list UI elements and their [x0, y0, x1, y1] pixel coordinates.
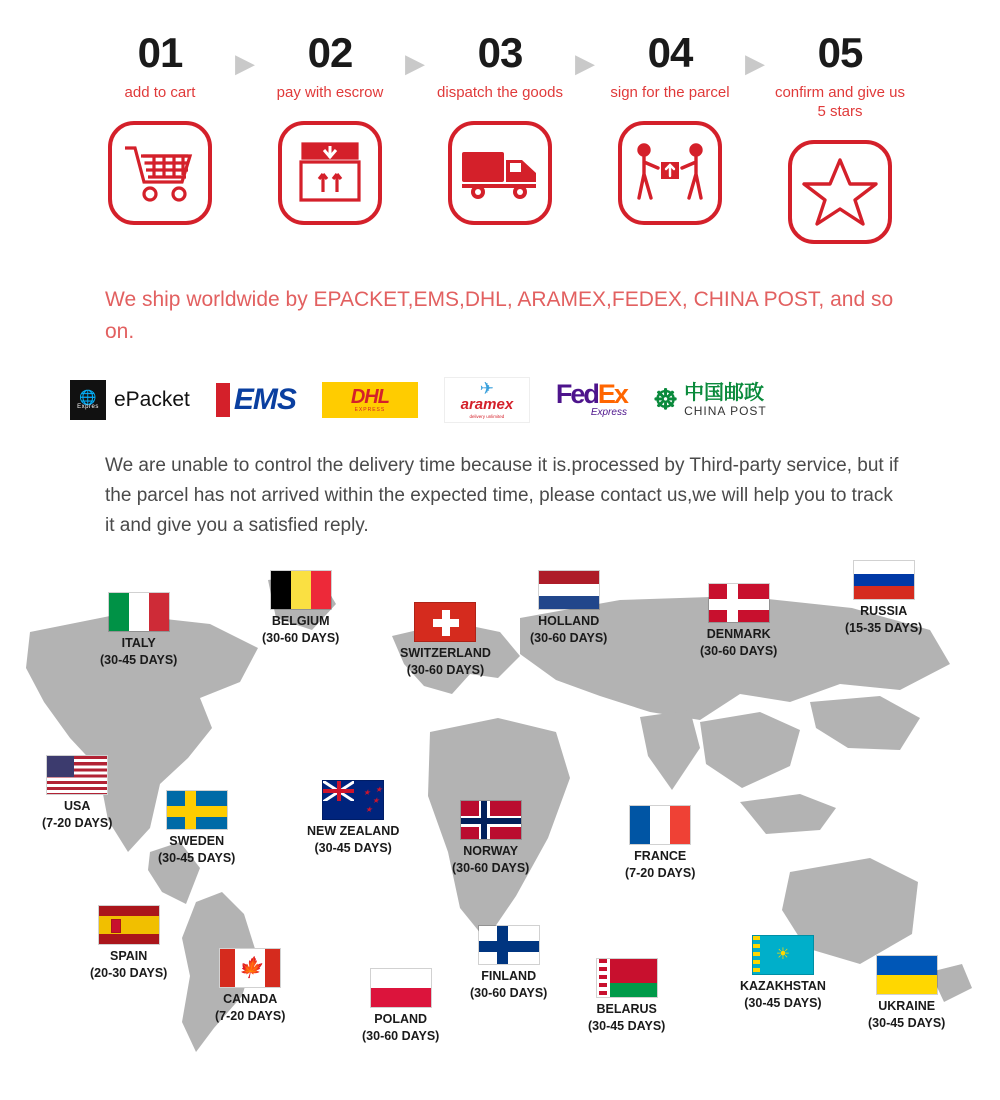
aramex-sublabel: delivery unlimited — [469, 413, 505, 419]
delivery-time-disclaimer: We are unable to control the delivery time because it is.processed by Third-party service, but if the parcel has not arrived within the expected time, please contact us,we will help you to track it and give you a satisfied reply. — [105, 454, 899, 537]
country-pin-spain — [90, 905, 167, 980]
country-pin-poland — [362, 968, 439, 1043]
flag-spain-icon — [98, 905, 160, 945]
country-delivery-days: (30-60 DAYS) — [530, 631, 608, 645]
step-number: 01 — [137, 29, 183, 76]
flag-italy-icon — [108, 592, 170, 632]
aramex-label: aramex — [460, 396, 514, 414]
world-map — [0, 552, 1000, 1082]
country-pin-new-zealand — [307, 780, 399, 855]
country-delivery-days: (30-60 DAYS) — [262, 631, 340, 645]
country-delivery-days: (7-20 DAYS) — [215, 1009, 286, 1023]
flag-russia-icon — [853, 560, 915, 600]
country-delivery-days: (7-20 DAYS) — [625, 866, 696, 880]
country-pin-usa — [42, 755, 112, 830]
country-name: UKRAINE — [878, 999, 936, 1013]
flag-sweden-icon — [166, 790, 228, 830]
country-name: NEW ZEALAND — [307, 824, 400, 838]
order-steps — [0, 0, 1000, 244]
step-arrow-icon: ▶ — [405, 48, 425, 78]
flag-ukraine-icon — [876, 955, 938, 995]
step-03 — [432, 29, 568, 225]
flag-poland-icon — [370, 968, 432, 1008]
country-pin-italy — [100, 592, 177, 667]
country-name: DENMARK — [706, 627, 771, 641]
flag-switzerland-icon — [414, 602, 476, 642]
country-name: SWEDEN — [169, 834, 225, 848]
country-delivery-days: (30-60 DAYS) — [452, 861, 530, 875]
epacket-label: ePacket — [114, 387, 190, 411]
dhl-label: DHL — [350, 385, 389, 408]
country-pin-switzerland — [400, 602, 491, 677]
country-name: USA — [64, 799, 91, 813]
china-post-label-en: CHINA POST — [684, 403, 767, 418]
step-arrow-icon: ▶ — [745, 48, 765, 78]
step-number: 02 — [307, 29, 353, 76]
step-number: 04 — [647, 29, 693, 76]
country-name: FRANCE — [634, 849, 687, 863]
country-name: BELARUS — [596, 1002, 657, 1016]
dhl-logo — [322, 382, 418, 418]
step-05 — [772, 29, 908, 244]
country-name: NORWAY — [463, 844, 519, 858]
country-delivery-days: (30-60 DAYS) — [362, 1029, 440, 1043]
flag-finland-icon — [478, 925, 540, 965]
country-name: ITALY — [121, 636, 156, 650]
country-pin-finland — [470, 925, 547, 1000]
country-pin-sweden — [158, 790, 235, 865]
country-pin-ukraine — [868, 955, 945, 1030]
country-delivery-days: (30-45 DAYS) — [744, 996, 822, 1010]
shopping-cart-icon — [108, 121, 212, 225]
country-name: BELGIUM — [271, 614, 330, 628]
package-download-icon — [278, 121, 382, 225]
epacket-badge-icon: 🌐 Expres — [70, 380, 106, 420]
country-pin-norway — [452, 800, 529, 875]
flag-france-icon — [629, 805, 691, 845]
delivery-truck-icon — [448, 121, 552, 225]
step-label: confirm and give us 5 stars — [774, 84, 906, 120]
country-delivery-days: (30-45 DAYS) — [100, 653, 178, 667]
country-delivery-days: (20-30 DAYS) — [90, 966, 168, 980]
country-name: SPAIN — [110, 949, 148, 963]
country-delivery-days: (30-60 DAYS) — [406, 663, 485, 677]
step-label: pay with escrow — [276, 84, 384, 101]
country-name: POLAND — [374, 1012, 428, 1026]
country-delivery-days: (15-35 DAYS) — [845, 621, 923, 635]
country-pin-belarus — [588, 958, 665, 1033]
flag-usa-icon — [46, 755, 108, 795]
country-pin-kazakhstan — [740, 935, 826, 1010]
country-name: RUSSIA — [860, 604, 908, 618]
country-delivery-days: (30-45 DAYS) — [314, 841, 392, 855]
star-icon — [788, 140, 892, 244]
handover-parcel-icon — [618, 121, 722, 225]
china-post-logo — [653, 382, 767, 418]
country-name: KAZAKHSTAN — [740, 979, 826, 993]
step-number: 03 — [477, 29, 523, 76]
step-arrow-icon: ▶ — [235, 48, 255, 78]
flag-belarus-icon — [596, 958, 658, 998]
fedex-sublabel: Express — [590, 407, 627, 419]
shipping-carriers-sentence: We ship worldwide by EPACKET,EMS,DHL, ARAMEX,FEDEX, CHINA POST, and so on. — [105, 287, 894, 344]
fedex-logo — [556, 381, 627, 418]
flag-new-zealand-icon: ★ ★ ★ ★ — [322, 780, 384, 820]
aramex-logo — [444, 377, 530, 423]
country-pin-denmark — [700, 583, 777, 658]
flag-canada-icon: 🍁 — [219, 948, 281, 988]
step-01 — [92, 29, 228, 225]
epacket-logo — [70, 380, 190, 420]
country-name: CANADA — [223, 992, 278, 1006]
country-delivery-days: (30-45 DAYS) — [158, 851, 236, 865]
country-name: SWITZERLAND — [400, 646, 491, 660]
country-pin-russia — [845, 560, 922, 635]
country-delivery-days: (30-60 DAYS) — [470, 986, 548, 1000]
country-name: FINLAND — [481, 969, 537, 983]
country-delivery-days: (7-20 DAYS) — [42, 816, 113, 830]
flag-denmark-icon — [708, 583, 770, 623]
epacket-badge-sub: Expres — [77, 403, 99, 410]
step-label: sign for the parcel — [610, 84, 730, 101]
airplane-icon: ✈ — [479, 379, 495, 399]
country-pin-france — [625, 805, 695, 880]
ems-label: EMS — [216, 383, 296, 417]
country-delivery-days: (30-45 DAYS) — [868, 1016, 946, 1030]
step-number: 05 — [817, 29, 863, 76]
flag-kazakhstan-icon: ☀ — [752, 935, 814, 975]
country-delivery-days: (30-60 DAYS) — [700, 644, 778, 658]
country-delivery-days: (30-45 DAYS) — [588, 1019, 666, 1033]
dhl-sublabel: EXPRESS — [354, 406, 386, 413]
step-label: add to cart — [124, 84, 196, 101]
fedex-label-ex: Ex — [597, 379, 627, 410]
country-pin-canada — [215, 948, 285, 1023]
flag-norway-icon — [460, 800, 522, 840]
step-04 — [602, 29, 738, 225]
flag-netherlands-icon — [538, 570, 600, 610]
ems-logo — [216, 383, 296, 417]
country-name: HOLLAND — [538, 614, 600, 628]
china-post-label-cn: 中国邮政 — [684, 381, 765, 404]
china-post-emblem-icon: ☸ — [652, 383, 679, 415]
step-label: dispatch the goods — [437, 84, 563, 101]
step-02 — [262, 29, 398, 225]
carrier-logo-row — [70, 375, 1000, 425]
country-pin-holland — [530, 570, 607, 645]
step-arrow-icon: ▶ — [575, 48, 595, 78]
flag-belgium-icon — [270, 570, 332, 610]
country-pin-belgium — [262, 570, 339, 645]
fedex-label-fed: Fed — [555, 379, 598, 410]
